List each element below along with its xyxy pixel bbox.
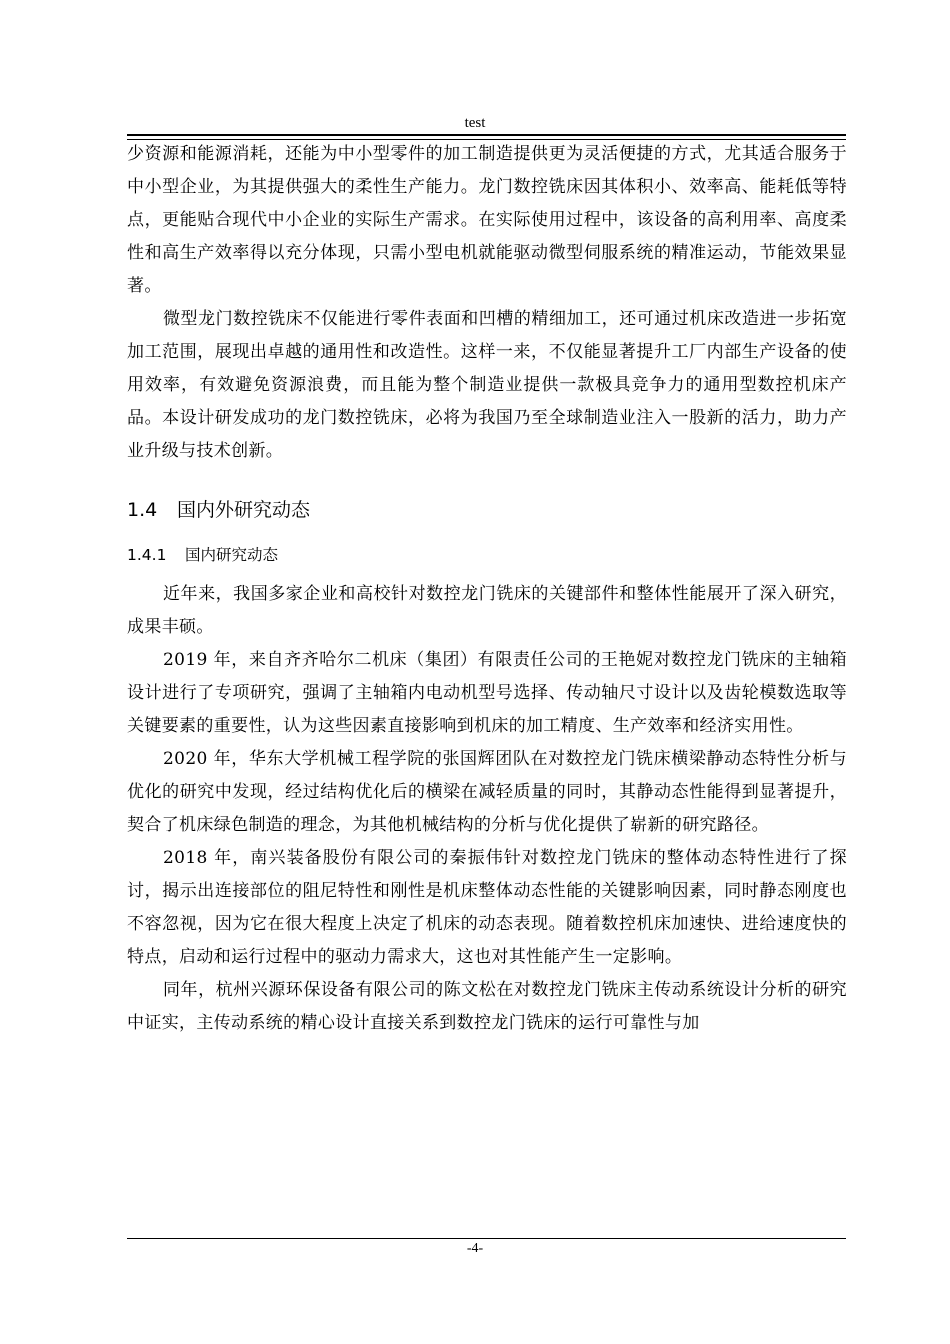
paragraph-continued: 少资源和能源消耗，还能为中小型零件的加工制造提供更为灵活便捷的方式，尤其适合服务于中小型企业，为其提供强大的柔性生产能力。龙门数控铣床因其体积小、效率高、能耗低等特点，更能贴合现代中小企业的实际生产需求。在实际使用过程中，该设备的高利用率、高度柔性和高生产效率得以充分体现，只需小型电机就能驱动微型伺服系统的精准运动，节能效果显著。 [127,144,847,296]
paragraph: 同年，杭州兴源环保设备有限公司的陈文松在对数控龙门铣床主传动系统设计分析的研究中证实，主传动系统的精心设计直接关系到数控龙门铣床的运行可靠性与加 [127,980,847,1033]
paragraph: 2020 年，华东大学机械工程学院的张国辉团队在对数控龙门铣床横梁静动态特性分析与优化的研究中发现，经过结构优化后的横梁在减轻质量的同时，其静动态性能得到显著提升，契合了机床绿色制造的理念，为其他机械结构的分析与优化提供了崭新的研究路径。 [127,749,847,835]
paragraph: 2019 年，来自齐齐哈尔二机床（集团）有限责任公司的王艳妮对数控龙门铣床的主轴箱设计进行了专项研究，强调了主轴箱内电动机型号选择、传动轴尺寸设计以及齿轮模数选取等关键要素的重要性，认为这些因素直接影响到机床的加工精度、生产效率和经济实用性。 [127,650,847,736]
paragraph: 微型龙门数控铣床不仅能进行零件表面和凹槽的精细加工，还可通过机床改造进一步拓宽加工范围，展现出卓越的通用性和改造性。这样一来，不仅能显著提升工厂内部生产设备的使用效率，有效避免资源浪费，而且能为整个制造业提供一款极具竞争力的通用型数控机床产品。本设计研发成功的龙门数控铣床，必将为我国乃至全球制造业注入一股新的活力，助力产业升级与技术创新。 [127,309,847,461]
section-title: 国内外研究动态 [177,499,311,521]
subsection-title: 国内研究动态 [185,546,279,564]
subsection-heading [127,538,847,572]
section-heading [127,490,847,530]
footer-rule [127,1238,846,1239]
page-number: -4- [466,1241,484,1256]
page-body [127,138,847,1040]
header-rule [127,134,846,136]
subsection-number: 1.4.1 [127,546,167,564]
section-number: 1.4 [127,499,158,521]
paragraph: 近年来，我国多家企业和高校针对数控龙门铣床的关键部件和整体性能展开了深入研究，成果丰硕。 [127,584,847,637]
paragraph: 2018 年，南兴装备股份有限公司的秦振伟针对数控龙门铣床的整体动态特性进行了探讨，揭示出连接部位的阻尼特性和刚性是机床整体动态性能的关键影响因素，同时静态刚度也不容忽视，因为它在很大程度上决定了机床的动态表现。随着数控机床加速快、进给速度快的特点，启动和运行过程中的驱动力需求大，这也对其性能产生一定影响。 [127,848,847,967]
page-header: test [464,115,486,131]
